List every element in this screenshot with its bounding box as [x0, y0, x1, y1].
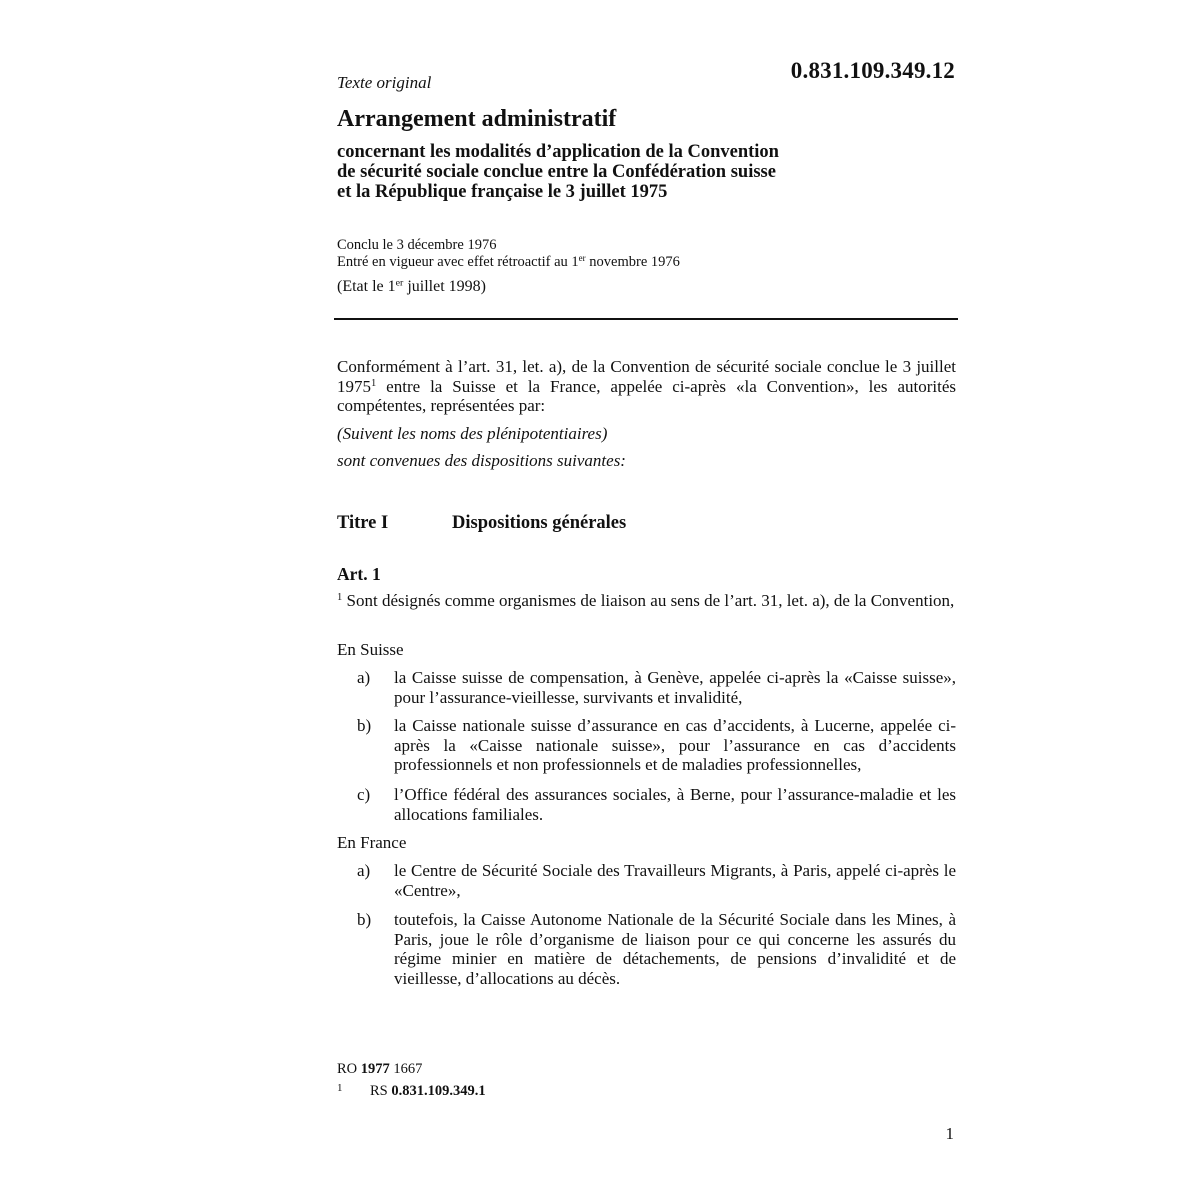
list-text: l’Office fédéral des assurances sociales, à Berne, pour l’assurance-maladie et les allocations familiales.: [394, 785, 956, 824]
footnote: 1 RS 0.831.109.349.1: [337, 1079, 486, 1101]
concluded-date: Conclu le 3 décembre 1976: [337, 237, 497, 253]
metadata-block: [337, 237, 680, 271]
list-text: la Caisse nationale suisse d’assurance en cas d’accidents, à Lucerne, appelée ci-après la «Caisse nationale suisse», pour l’assurance en cas d’accidents professionnels et non professionnels et de maladies professionnelles,: [394, 716, 956, 774]
footnote-link[interactable]: 0.831.109.349.1: [391, 1083, 486, 1099]
list-item: [357, 716, 956, 775]
list-letter: b): [357, 716, 372, 735]
document-title: Arrangement administratif: [337, 106, 617, 132]
document-page: [337, 0, 958, 1200]
section-name: Dispositions générales: [452, 513, 627, 533]
list-text: la Caisse suisse de compensation, à Genève, appelée ci-après la «Caisse suisse», pour l’assurance-vieillesse, survivants et invalidité,: [394, 668, 956, 707]
header-divider: [334, 318, 958, 320]
page-footer: [337, 1060, 486, 1101]
section-number: Titre I: [337, 513, 389, 533]
article-paragraph: $^1$ Sont désignés comme organismes de liaison au sens de l’art. 31, let. a), de la Convention,: [337, 591, 955, 610]
list-item: [357, 668, 956, 707]
list-letter: c): [357, 785, 371, 804]
rs-number: 0.831.109.349.12: [790, 58, 955, 83]
list-letter: b): [357, 910, 372, 929]
list-item: [357, 861, 956, 900]
list-text: toutefois, la Caisse Autonome Nationale de la Sécurité Sociale dans les Mines, à Paris, joue le rôle d’organisme de liaison pour ce qui concerne les assurés du régime minier en matière de détachements, de pensions d’invalidité et de vieillesse, d’allocations au décès.: [394, 910, 956, 988]
list-letter: a): [357, 861, 371, 880]
state-date: (Etat le 1er juillet 1998): [337, 277, 486, 295]
preamble-paragraph: Conformément à l’art. 31, let. a), de la Convention de sécurité sociale conclue le 3 juillet 1975$^1$ entre la Suisse et la France, appelée ci-après «la Convention», les autorités compétentes, représentées par:: [337, 357, 956, 415]
article-heading: Art. 1: [337, 564, 381, 584]
subtitle-line: de sécurité sociale conclue entre la Confédération suisse: [337, 162, 776, 182]
switzerland-label: En Suisse: [337, 640, 404, 659]
document-subtitle: [337, 142, 857, 202]
subtitle-line: concernant les modalités d’application de la Convention: [337, 142, 779, 162]
france-label: En France: [337, 833, 407, 852]
plenipotentiaries-note: (Suivent les noms des plénipotentiaires): [337, 423, 608, 443]
footnote-ref[interactable]: 1: [371, 377, 377, 389]
entry-into-force: Entré en vigueur avec effet rétroactif au 1er novembre 1976: [337, 253, 680, 270]
list-letter: a): [357, 668, 371, 687]
page-number: 1: [945, 1124, 954, 1143]
original-text-label: Texte original: [337, 73, 432, 92]
list-text: le Centre de Sécurité Sociale des Travailleurs Migrants, à Paris, appelé ci-après le «Centre»,: [394, 861, 956, 900]
list-item: [357, 785, 956, 824]
preamble: [337, 357, 956, 471]
footnote-number: 1: [337, 1082, 343, 1094]
subtitle-line: et la République française le 3 juillet 1975: [337, 182, 668, 202]
paragraph-number: 1: [337, 592, 343, 604]
ro-reference: RO 1977 1667: [337, 1061, 423, 1077]
list-item: [357, 910, 956, 988]
provisions-intro: sont convenues des dispositions suivantes:: [337, 451, 626, 470]
